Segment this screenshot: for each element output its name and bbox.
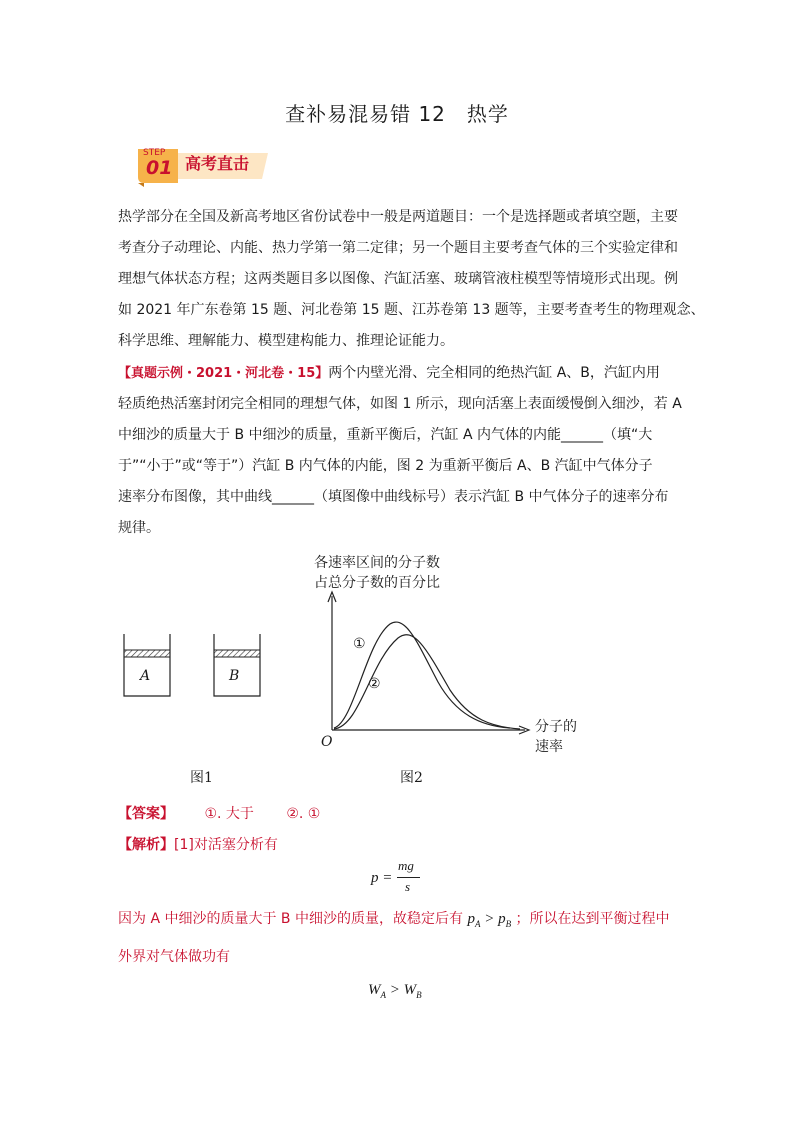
intro-line: 理想气体状态方程；这两类题目多以图像、汽缸活塞、玻璃管液柱模型等情境形式出现。例 <box>118 271 678 287</box>
intro-line: 热学部分在全国及新高考地区省份试卷中一般是两道题目：一个是选择题或者填空题，主要 <box>118 209 678 225</box>
intro-line: 考查分子动理论、内能、热力学第一第二定律；另一个题目主要考查气体的三个实验定律和 <box>118 240 678 256</box>
figure-2-distribution <box>310 552 600 762</box>
origin-label: O <box>321 734 333 750</box>
example-line: 轻质绝热活塞封闭完全相同的理想气体，如图 1 所示，现向活塞上表面缓慢倒入细沙，若 A <box>118 396 682 412</box>
step-badge <box>138 145 270 187</box>
answer-tag: 【答案】 <box>118 806 174 822</box>
inequality-pa-pb: $p_A > p_B$ <box>467 911 512 929</box>
cylinder-a-label: A <box>140 668 151 684</box>
answer-part-1: ①. 大于 <box>204 806 254 822</box>
x-axis-label-line2: 速率 <box>535 739 563 755</box>
y-axis-label-line1: 各速率区间的分子数 <box>314 555 440 571</box>
intro-line: 科学思维、理解能力、模型建构能力、推理论证能力。 <box>118 333 454 349</box>
cylinder-b-label: B <box>229 668 240 684</box>
step-label: 高考直击 <box>185 154 250 173</box>
example-line: 中细沙的质量大于 B 中细沙的质量，重新平衡后，汽缸 A 内气体的内能______（填“大 <box>118 427 653 443</box>
formula-pressure-numerator: mg <box>398 858 414 873</box>
example-first-line: 两个内壁光滑、完全相同的绝热汽缸 A、B，汽缸内用 <box>328 365 660 381</box>
example-line: 规律。 <box>118 520 160 536</box>
analysis-intro: [1]对活塞分析有 <box>174 837 278 853</box>
formula-pressure-left: p = <box>371 870 393 886</box>
figure-1-cylinders <box>120 628 270 700</box>
y-axis-label-line2: 占总分子数的百分比 <box>314 575 440 591</box>
curve-2-label: ② <box>368 676 381 692</box>
cylinders-drawing <box>120 628 270 700</box>
analysis-line-2: 外界对气体做功有 <box>118 949 230 965</box>
page-title: 查补易混易错 12 热学 <box>285 102 509 126</box>
answer-part-2: ②. ① <box>286 806 321 822</box>
analysis-tag: 【解析】 <box>118 837 174 853</box>
step-number: 01 <box>146 157 173 179</box>
answer-row <box>118 803 320 823</box>
example-line: 于”“小于”或“等于”）汽缸 B 内气体的内能，图 2 为重新平衡后 A、B 汽缸中气体分子 <box>118 458 653 474</box>
figure-1-caption: 图1 <box>190 770 213 786</box>
step-small-label: STEP <box>143 148 166 158</box>
analysis-line-1 <box>118 908 670 929</box>
analysis-header <box>118 834 278 854</box>
example-tag: 【真题示例・2021・河北卷・15】 <box>118 366 329 381</box>
analysis-line-1-text: 因为 A 中细沙的质量大于 B 中细沙的质量，故稳定后有 <box>118 911 463 927</box>
example-question <box>118 358 690 544</box>
example-line: 速率分布图像，其中曲线______（填图像中曲线标号）表示汽缸 B 中气体分子的速率分布 <box>118 489 669 505</box>
analysis-line-1-suffix: ；所以在达到平衡过程中 <box>515 911 670 927</box>
formula-work: $W_A > W_B$ <box>368 982 422 1000</box>
curve-1-label: ① <box>353 636 366 652</box>
fraction-bar <box>397 877 420 878</box>
x-axis-label-line1: 分子的 <box>535 719 577 735</box>
intro-line: 如 2021 年广东卷第 15 题、河北卷第 15 题、江苏卷第 13 题等，主要考查考生的物理观念、 <box>118 302 705 318</box>
formula-pressure <box>371 858 431 900</box>
figure-2-caption: 图2 <box>400 770 423 786</box>
intro-paragraph <box>118 202 705 357</box>
formula-pressure-denominator: s <box>405 879 411 894</box>
